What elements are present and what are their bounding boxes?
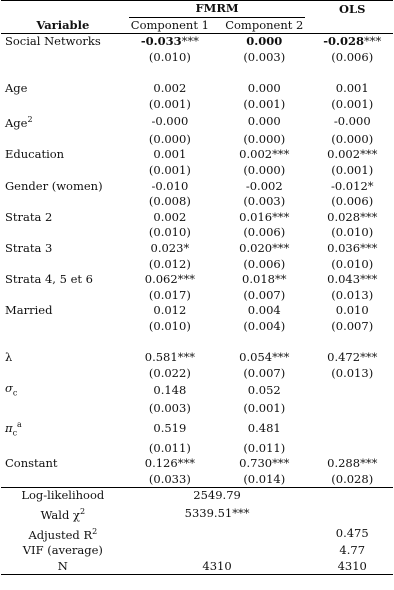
se-c2: (0.006) [243,225,286,240]
coef-c2: 0.054*** [239,350,290,365]
variable-header: Variable [1,18,123,34]
se-ols: (0.001) [331,162,374,177]
se-c1: (0.033) [123,472,217,488]
stat-fmrm: 2549.79 [193,488,241,503]
se-ols [311,441,393,457]
row-label: Age$^2$ [5,115,33,131]
se-c1: (0.017) [148,287,191,302]
table-row [1,210,393,226]
se-c2: (0.007) [243,287,286,302]
se-c2: (0.003) [243,194,286,209]
coef-c2: 0.000 [247,114,281,129]
stat-ols: 0.475 [335,525,369,540]
se-c2: (0.003) [243,49,286,64]
coef-c2: 0.481 [247,420,281,435]
se-ols [311,401,393,417]
stat-ols [311,504,393,524]
component2-header: Component 2 [217,18,311,34]
stat-fmrm: 5339.51*** [184,506,250,520]
table-row-se [1,401,393,417]
coef-ols: 0.288*** [327,456,378,471]
coef-c2: -0.002 [245,178,283,193]
coef-c2: 0.016*** [239,209,290,224]
row-label: Strata 2 [5,209,53,224]
se-c2: (0.000) [243,131,286,146]
stats-row [1,524,393,544]
table-row [1,350,393,366]
stat-label: VIF (average) [22,543,103,558]
table-row [1,241,393,257]
coef-c1: 0.126*** [144,456,195,471]
table-row [1,147,393,163]
coef-c1: 0.002 [153,80,187,95]
coef-ols: 0.043*** [327,272,378,287]
stats-row [1,543,393,559]
row-label: Social Networks [5,34,101,49]
se-c2: (0.001) [243,96,286,111]
component1-header: Component 1 [123,18,217,34]
coef-c2: 0.002*** [239,147,290,162]
table-row-se [1,132,393,148]
se-c1: (0.010) [148,318,191,333]
se-c2: (0.011) [243,440,286,455]
table-row-se [1,163,393,179]
spacer-row [1,334,393,350]
coef-c2: 0.052 [247,383,281,398]
table-row-se [1,97,393,113]
row-label: Strata 4, 5 et 6 [5,272,93,287]
se-c1: (0.012) [148,256,191,271]
se-c1: (0.003) [148,401,191,416]
table-row [1,272,393,288]
stat-ols: 4310 [311,559,393,575]
fmrm-label: FMRM [129,1,306,18]
stat-fmrm: 4310 [123,559,312,575]
stats-row [1,559,393,575]
coef-ols [311,381,393,401]
coef-ols: 0.010 [335,303,369,318]
table-row [1,112,393,132]
se-c1: (0.001) [148,162,191,177]
table-row-se [1,194,393,210]
coef-c1: 0.023* [150,240,190,255]
se-ols: (0.010) [331,256,374,271]
regression-table [1,0,393,575]
coef-c1: 0.581*** [144,350,195,365]
table-row-se [1,50,393,66]
se-c1: (0.010) [148,49,191,64]
table-row-se [1,288,393,304]
fmrm-group-header [123,1,312,18]
coef-ols: 0.002*** [327,147,378,162]
table-row-se [1,472,393,488]
se-ols: (0.007) [331,318,374,333]
se-c2: (0.001) [243,401,286,416]
se-ols: (0.028) [311,472,393,488]
row-label: λ [5,350,13,365]
coef-ols: -0.012* [330,178,374,193]
se-c2: (0.004) [243,318,286,333]
coef-ols: 0.028*** [327,209,378,224]
se-c1: (0.011) [148,440,191,455]
stat-ols: 4.77 [339,543,366,558]
se-c1: (0.008) [148,194,191,209]
table-row [1,456,393,472]
se-c1: (0.010) [148,225,191,240]
row-label: $\sigma_c$ [5,381,18,398]
stat-label: Wald $\chi^2$ [40,507,86,522]
coef-c1: 0.062*** [144,272,195,287]
coef-c2: 0.020*** [239,240,290,255]
coef-c2: 0.000 [247,80,281,95]
table-row [1,303,393,319]
row-label: Gender (women) [5,178,103,193]
table-row-se [1,441,393,457]
coef-ols: -0.028*** [323,34,382,49]
coef-ols: -0.000 [333,114,371,129]
coef-c1: 0.001 [153,147,187,162]
se-c1: (0.000) [148,131,191,146]
stat-label: N [1,559,123,575]
coef-c1: -0.000 [151,114,189,129]
coef-c1: -0.033*** [140,34,199,49]
header-group-row [1,1,393,18]
coef-c2: 0.018** [242,272,287,287]
table-row [1,417,393,441]
coef-c1: -0.010 [151,178,189,193]
spacer-row [1,65,393,81]
stats-row [1,504,393,524]
coef-ols: 0.001 [335,80,369,95]
table-row [1,34,393,50]
stat-ols [311,488,393,504]
table-row-se [1,366,393,382]
se-ols: (0.010) [331,225,374,240]
coef-c1: 0.012 [153,303,187,318]
se-c1: (0.022) [148,365,191,380]
table-row [1,381,393,401]
coef-ols [311,417,393,441]
row-label: Education [5,147,65,162]
coef-ols: 0.036*** [327,240,378,255]
stat-label: Adjusted $R^2$ [28,526,98,542]
coef-ols: 0.472*** [327,350,378,365]
table-row-se [1,225,393,241]
stat-fmrm [123,524,312,544]
coef-c1: 0.002 [153,209,187,224]
table-row [1,81,393,97]
se-c2: (0.000) [243,162,286,177]
coef-c2: 0.730*** [239,456,290,471]
se-ols: (0.006) [331,194,374,209]
row-label: Married [5,303,53,318]
se-ols: (0.001) [331,96,374,111]
stats-row [1,488,393,504]
se-c2: (0.007) [243,365,286,380]
se-ols: (0.000) [331,131,374,146]
stat-label: Log-likelihood [21,488,105,503]
coef-c1: 0.148 [153,383,187,398]
se-c2: (0.006) [243,256,286,271]
row-label: Age [5,80,28,95]
table-row-se [1,319,393,335]
row-label: Strata 3 [5,240,53,255]
row-label: Constant [5,456,58,471]
ols-group-header: OLS [311,1,393,18]
header-column-row [1,18,393,34]
se-ols: (0.013) [331,287,374,302]
se-ols: (0.013) [331,365,374,380]
se-c1: (0.001) [148,96,191,111]
coef-c1: 0.519 [153,420,187,435]
se-ols: (0.006) [331,49,374,64]
table-row-se [1,257,393,273]
se-c2: (0.014) [217,472,311,488]
coef-c2: 0.004 [247,303,281,318]
table-row [1,179,393,195]
coef-c2: 0.000 [246,34,283,49]
stat-fmrm [123,543,312,559]
row-label: $\pi_c^a$ [5,419,22,438]
